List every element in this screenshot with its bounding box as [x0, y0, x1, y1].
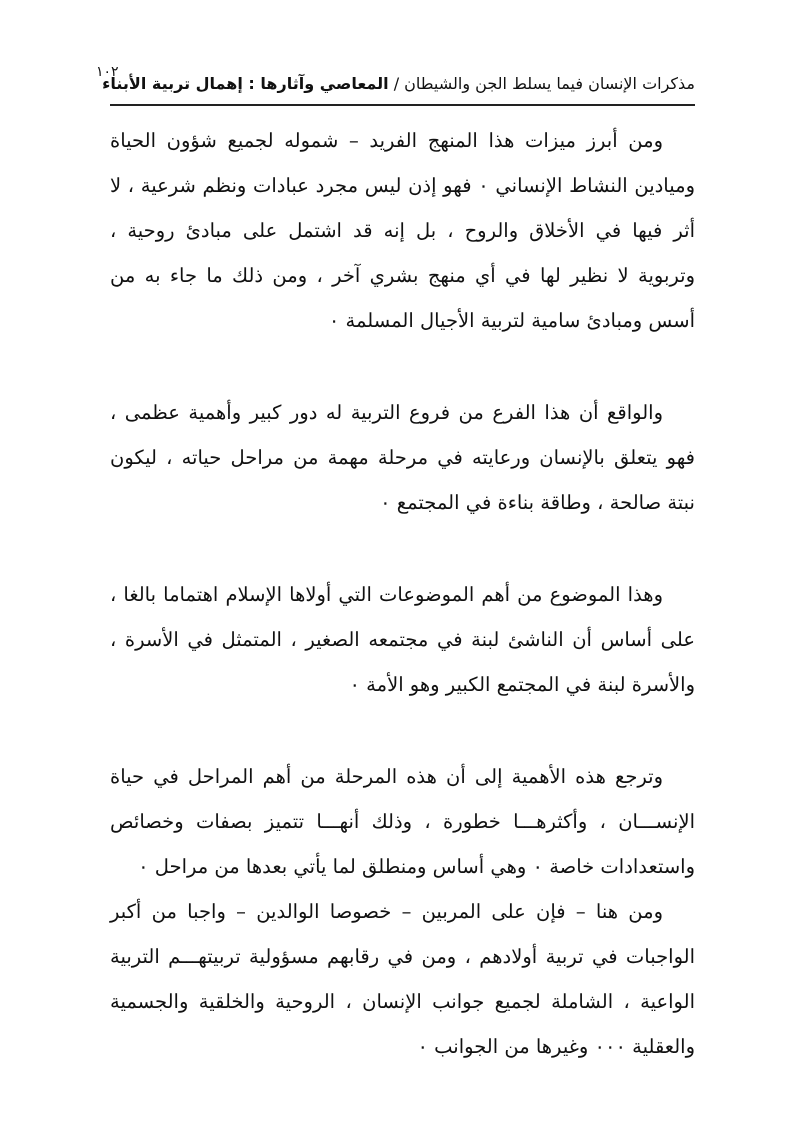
running-header [102, 74, 695, 93]
header-divider [110, 104, 695, 106]
body-text [110, 118, 695, 1069]
paragraph-gap [110, 707, 695, 754]
paragraph-5: ومن هنا – فإن على المربين – خصوصا الوالدين – واجبا من أكبر الواجبات في تربية أولادهم ، ومن في رقابهم مسؤولية تربيتهـــم التربية الواعية ، الشاملة لجميع جوانب الإنسان ، الروحية والخلقية والجسمية والعقلية ٠٠٠ وغيرها من الجوانب ٠ [110, 900, 695, 1058]
paragraph-gap [110, 343, 695, 390]
paragraph-4: وترجع هذه الأهمية إلى أن هذه المرحلة من أهم المراحل في حياة الإنســـان ، وأكثرهـــا خطورة ، وذلك أنهـــا تتميز بصفات وخصائص واستعدادات خاصة ٠ وهي أساس ومنطلق لما يأتي بعدها من مراحل ٠ [110, 765, 695, 878]
book-title: مذكرات الإنسان فيما يسلط الجن والشيطان / [393, 74, 695, 93]
paragraph-1: ومن أبرز ميزات هذا المنهج الفريد – شموله لجميع شؤون الحياة وميادين النشاط الإنساني ٠ فهو إذن ليس مجرد عبادات ونظم شرعية ، لا أثر فيها في الأخلاق والروح ، بل إنه قد اشتمل على مبادئ روحية ، وتربوية لا نظير لها في أي منهج بشري آخر ، ومن ذلك ما جاء به من أسس ومبادئ سامية لتربية الأجيال المسلمة ٠ [110, 129, 695, 332]
paragraph-gap [110, 525, 695, 572]
paragraph-2: والواقع أن هذا الفرع من فروع التربية له دور كبير وأهمية عظمى ، فهو يتعلق بالإنسان ورعايته في مرحلة مهمة من مراحل حياته ، ليكون نبتة صالحة ، وطاقة بناءة في المجتمع ٠ [110, 401, 695, 514]
page-number: ١٠٢ [96, 64, 119, 80]
chapter-title: المعاصي وآثارها : إهمال تربية الأبناء [102, 74, 389, 93]
paragraph-3: وهذا الموضوع من أهم الموضوعات التي أولاها الإسلام اهتماما بالغا ، على أساس أن الناشئ لبنة في مجتمعه الصغير ، المتمثل في الأسرة ، والأسرة لبنة في المجتمع الكبير وهو الأمة ٠ [110, 583, 695, 696]
